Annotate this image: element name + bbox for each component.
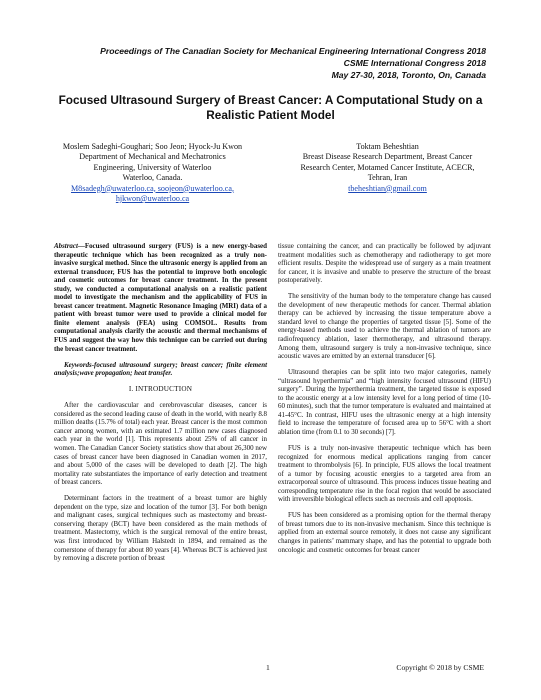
author-names: Moslem Sadeghi-Goughari; Soo Jeon; Hyock-Ju Kwon xyxy=(62,142,243,151)
body-paragraph: FUS has been considered as a promising option for the thermal therapy of breast tumors due to its non-invasive mechanism. Since this technique is applied from an external source remotely, it does not cause any significant changes in patients’ mammary shape, and has the potential to upgrade both oncologic and cosmetic outcomes for breast cancer xyxy=(278,511,491,554)
left-text-column xyxy=(54,242,267,570)
paper-title: Focused Ultrasound Surgery of Breast Cancer: A Computational Study on a Realistic Patient Model xyxy=(58,93,483,122)
author-affiliation: Engineering, University of Waterloo xyxy=(93,162,212,172)
conference-date-line: May 27-30, 2018, Toronto, On, Canada xyxy=(331,70,486,80)
abstract-text: —Focused ultrasound surgery (FUS) is a new energy-based therapeutic technique which has been recognized as a truly non-invasive surgical method. Since the ultrasonic energy is applied from an external transducer, FUS has the potential to improve both oncologic and cosmetic outcomes for breast cancer treatment. In the present study, we conducted a computational analysis on a realistic patient model to investigate the mechanism and the applicability of FUS in breast cancer treatment. Magnetic Resonance Imaging (MRI) data of a patient with breast tumor were used to provide a clinical model for finite element analysis (FEA) using COMSOL. Results from computational analysis clarify the acoustic and thermal mechanisms of FUS and suggest the way how this technique can be carried out during the breast cancer treatment. xyxy=(54,242,267,353)
author-affiliation: Department of Mechanical and Mechatronics xyxy=(79,152,226,162)
author-affiliation: Tehran, Iran xyxy=(367,173,408,183)
section-heading-introduction: I. INTRODUCTION xyxy=(128,385,193,394)
keywords-paragraph: Keywords-focused ultrasound surgery; breast cancer; finite element analysis;wave propagation; heat transfer. xyxy=(54,360,267,378)
author-affiliation: Waterloo, Canada. xyxy=(122,173,183,183)
author-email-link[interactable]: hjkwon@uwaterloo.ca xyxy=(115,194,190,204)
author-affiliation: Research Center, Motamed Cancer Institute, ACECR, xyxy=(300,162,475,172)
body-paragraph: FUS is a truly non-invasive therapeutic technique which has been recognized for enormous medical applications ranging from cancer treatment to thrombolysis [6]. In principle, FUS allows the local treatment of a tumor by focusing acoustic energies to a targeted area from an extracorporeal source of ultrasound. This process induces tissue heating and corresponding temperature rise in the focal region that would be associated with irreversible biological effects such as necrosis and cell apoptosis. xyxy=(278,443,491,504)
body-paragraph: tissue containing the cancer, and can practically be followed by adjuvant treatment modalities such as chemotherapy and radiotherapy to get more efficient results. Despite the widespread use of surgery as a main treatment for cancer, it is invasive and unable to preserve the structure of the breast postoperatively. xyxy=(278,242,491,285)
page-number: 1 xyxy=(266,663,270,672)
abstract-label: Abstract xyxy=(54,242,78,250)
author-block-left xyxy=(40,142,265,204)
author-block-right xyxy=(275,142,500,194)
conference-name-line: CSME International Congress 2018 xyxy=(343,58,486,68)
conference-proceedings-line: Proceedings of The Canadian Society for Mechanical Engineering International Congress 2018 xyxy=(100,46,486,56)
author-affiliation: Breast Disease Research Department, Breast Cancer xyxy=(302,152,473,162)
abstract-paragraph xyxy=(54,242,267,353)
body-paragraph: After the cardiovascular and cerebrovascular diseases, cancer is considered as the second leading cause of death in the world, with nearly 8.8 million deaths (15.7% of total) each year. Breast cancer is the most common cancer among women, with an estimated 1.7 million new cases diagnosed each year in the world [1]. This represents about 25% of all cancer in women. The Canadian Cancer Society statistics show that about 26,300 new cases of breast cancer have been diagnosed in Canadian women in 2017, and about 5,000 of the cases will be developed to death [2]. The high mortality rate substantiates the importance of early detection and treatment of breast cancers. xyxy=(54,401,267,487)
author-email-link[interactable]: M8sadegh@uwaterloo.ca, soojeon@uwaterloo.ca, xyxy=(70,183,235,193)
author-names: Toktam Beheshtian xyxy=(356,142,419,151)
copyright-notice: Copyright © 2018 by CSME xyxy=(396,663,484,672)
body-paragraph: Ultrasound therapies can be split into two major categories, namely “ultrasound hyperthermia” and “high intensity focused ultrasound (HIFU) surgery”. During the hyperthermia treatment, the targeted tissue is exposed to the acoustic energy at a low intensity level for a long period of time (10-60 minutes), such that the tumor temperature is evaluated and maintained at 41-45°C. In contrast, HIFU uses the ultrasonic energy at a high intensity field to increase the temperature of focused area up to 56°C with a short ablation time (from 0.1 to 30 seconds) [7]. xyxy=(278,368,491,436)
right-text-column xyxy=(278,242,491,562)
author-email-link[interactable]: tbeheshtian@gmail.com xyxy=(348,183,427,193)
body-paragraph: Determinant factors in the treatment of a breast tumor are highly dependent on the type, size and location of the tumor [3]. For both benign and malignant cases, surgical techniques such as mastectomy and breast-conserving therapy (BCT) have been considered as the main methods of treatment. Mastectomy, which is the surgical removal of the entire breast, was first introduced by William Halstedt in 1894, and remained as the cornerstone of therapy for about 80 years [4]. Whereas BCT is achieved just by removing a discrete portion of breast xyxy=(54,494,267,563)
body-paragraph: The sensitivity of the human body to the temperature change has caused the development of new therapeutic methods for cancer. Thermal ablation therapy can be achieved by increasing the tissue temperature above a standard level to change the properties of targeted tissue [5]. Some of the energy-based methods used to achieve the thermal ablation of tumors are radiofrequency ablation, laser thermotherapy, and ultrasound therapy. Among them, ultrasound surgery is truly a non-invasive technique, since acoustic waves are emitted by an external transducer [6]. xyxy=(278,292,491,361)
